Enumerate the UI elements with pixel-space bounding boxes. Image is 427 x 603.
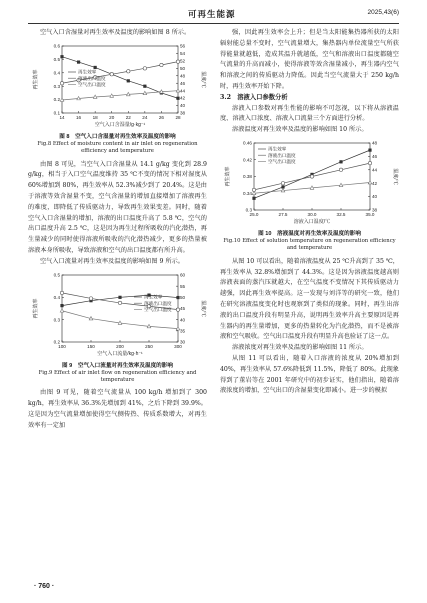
legend-label: 空气出口温度 — [268, 158, 296, 164]
figure-caption: 图 8 空气入口含湿量对再生效率及温度的影响 — [59, 133, 176, 140]
section-heading: 3.2 溶液入口参数分析 — [220, 93, 288, 101]
y-right-tick-label: 46 — [180, 80, 186, 86]
y-right-tick-label: 50 — [180, 65, 186, 71]
x-axis-label: 空气入口含湿量/g·kg⁻¹ — [94, 121, 146, 128]
y-tick-label: 0.34 — [243, 190, 252, 196]
fig10-chart — [220, 138, 399, 230]
x-tick-label: 200 — [116, 343, 124, 349]
data-point — [176, 296, 179, 299]
data-point — [60, 308, 64, 311]
figure-caption: 图 9 空气入口流量对再生效率及温度的影响 — [62, 362, 173, 369]
y-right-tick-label: 40 — [180, 316, 186, 322]
x-tick-label: 27.5 — [278, 211, 288, 217]
y-right-tick-label: 55 — [180, 283, 186, 289]
legend-label: 再生效率 — [268, 146, 287, 152]
data-point — [127, 79, 130, 82]
x-tick-label: 20 — [109, 114, 115, 120]
y-tick-label: 0.38 — [243, 174, 252, 180]
journal-title: 可再生能源 — [188, 9, 236, 19]
figure-caption-en: Fig.8 Effect of moisture content in air inlet on regeneration efficiency and temperature — [37, 140, 198, 155]
paragraph: 从图 10 可以看出，随着溶液温度从 25 ℃升高到了 35 ℃，再生效率从 32.8%增加到了 44.3%。这是因为溶液温度越高则溶液表面的蒸汽压就越大，在空气温度不变情况下其传质驱动力越强，因此再生效率提高。这一发现与刘洋等的研究一致，他们在研究溶液温度变化时也观察到了类似的现象。同时，再生出溶液的出口温度升段有明显升高，说明再生效率升高主要原因是再生器内的再生量增加，更多的热量转化为汽化潜热，而不是被溶液和空气吸收。空气出口温度升段有明显升高也验证了这一点。 — [220, 257, 399, 341]
x-axis-label: 空气入口流量/kg·h⁻¹ — [97, 350, 143, 357]
paragraph: 溶液温度对再生效率及温度的影响如图 10 所示。 — [232, 126, 368, 134]
data-point — [176, 307, 179, 310]
x-tick-label: 150 — [87, 343, 95, 349]
y-tick-label: 0.6 — [53, 43, 60, 49]
y-tick-label: 0.5 — [53, 56, 60, 62]
paragraph: 溶液浓度对再生效率及温度的影响如图 11 所示。 — [232, 344, 368, 352]
fig8-chart — [28, 41, 207, 133]
y-right-axis-label: 温度/℃ — [200, 71, 206, 88]
data-point — [94, 66, 97, 69]
data-point — [60, 81, 63, 84]
y-right-tick-label: 52 — [180, 58, 186, 64]
data-point — [339, 160, 342, 163]
y-right-tick-label: 38 — [180, 110, 186, 116]
data-point — [339, 168, 342, 171]
running-header — [28, 8, 399, 22]
figure-caption-en: Fig.9 Effect of air inlet flow on regeneration efficiency and temperature — [38, 369, 197, 383]
x-tick-label: 32.5 — [336, 211, 346, 217]
x-tick-label: 16 — [76, 114, 82, 120]
data-point — [110, 72, 113, 75]
x-tick-label: 26 — [158, 114, 164, 120]
x-tick-label: 100 — [58, 343, 66, 349]
figure-caption-en: Fig.10 Effect of solution temperature on regeneration efficiency and temperature — [223, 237, 396, 252]
y-tick-label: 0.42 — [243, 157, 252, 163]
y-tick-label: 0.1 — [53, 110, 60, 116]
x-tick-label: 250 — [145, 343, 153, 349]
header-rule — [28, 23, 399, 24]
data-point — [60, 291, 63, 294]
right-column — [220, 28, 399, 397]
data-point — [118, 301, 121, 304]
y-right-tick-label: 60 — [180, 272, 186, 278]
y-tick-label: 0.4 — [53, 70, 60, 76]
x-tick-label: 30.0 — [307, 211, 317, 217]
y-right-tick-label: 45 — [180, 305, 186, 311]
legend-label: 再生效率 — [78, 69, 97, 75]
y-tick-label: 0.4 — [53, 294, 60, 300]
y-tick-label: 0.3 — [53, 316, 60, 322]
legend-label: 溶液出口温度 — [78, 75, 106, 81]
paragraph: 空气入口流量对再生效率及温度的影响如图 9 所示。 — [40, 257, 184, 265]
data-point — [60, 55, 63, 58]
data-point — [281, 181, 284, 184]
paragraph: 强，因此再生效率会上升；但是当太阳能集热器所获的太阳辐射能总量不变时，空气流量增大，集热器内单位流量空气所获得能量就越低，造成其温升就越低，空气和溶液出口温度都随空气流量的升高而减小，使得溶液等效含湿量减小，再生器内空气和溶液之间的传质驱动力降低。因此当空气流量大于 250 kg/h 时，再生效率开始下降。 — [220, 29, 399, 90]
y-tick-label: 0.2 — [53, 339, 60, 345]
paragraph: 由图 9 可见，随着空气流量从 100 kg/h 增加到了 300 kg/h，再生效率从 36.3%先增加到 41%，之后下降到 39.9%。这是因为空气流量增加使得空气侧传热、传质系数增大，对再生效率有一定加 — [28, 389, 207, 429]
figure-caption: 图 10 溶液温度对再生效率及温度的影响 — [258, 230, 361, 237]
legend-label: 空气出口温度 — [78, 81, 106, 87]
y-right-tick-label: 38 — [372, 207, 378, 213]
y-tick-label: 0.5 — [53, 272, 60, 278]
data-point — [127, 69, 130, 72]
y-tick-label: 0.3 — [53, 83, 60, 89]
y-right-tick-label: 40 — [372, 194, 378, 200]
y-right-tick-label: 40 — [180, 102, 186, 108]
y-right-tick-label: 42 — [372, 180, 378, 186]
y-right-tick-label: 42 — [180, 95, 186, 101]
paragraph: 溶液入口参数对再生性能的影响不可忽视，以下将从溶液温度、溶液入口浓度、溶液入口流量三个方面进行分析。 — [220, 104, 399, 123]
legend-label: 溶液出口温度 — [268, 152, 296, 158]
x-tick-label: 28 — [175, 114, 181, 120]
y-right-axis-label: 温度/℃ — [200, 299, 206, 317]
paragraph: 由图 8 可见，当空气入口含湿量从 14.1 g/kg 变化到 28.9 g/kg，相当于入口空气温度维持 35 ℃不变的情况下相对湿度从 60%增加到 80%，再生效率从 52.3%减少到了 20.4%。这是由于溶液等效含湿量不变，空气含湿量的增加直接增加了溶液再生的难度，即降低了传质驱动力，导致再生效果变差。同时，随着空气入口含湿量的增加，溶液的出口温度升高了 5.8 ℃，空气的出口温度升高 2.5 ℃，这是因为再生过程所吸收的汽化潜热，再生量减少的同时使得溶液所吸收的汽化潜热减少，更多的热量被溶液本身所吸收，导致溶液和空气的出口温度都有所升高。 — [28, 160, 207, 254]
data-point — [252, 197, 255, 200]
y-right-tick-label: 30 — [180, 339, 186, 345]
data-point — [368, 161, 371, 164]
y-right-tick-label: 46 — [372, 153, 378, 159]
figure-9 — [28, 270, 207, 385]
data-point — [60, 304, 63, 307]
page-number: · 760 · — [34, 583, 55, 590]
x-tick-label: 35.0 — [365, 211, 375, 217]
data-point — [160, 63, 163, 66]
paragraph: 从图 11 可以看出，随着入口溶液的浓度从 20%增加到 40%，再生效率从 57.6%降低到 11.5%，降低了 80%。此现象得到了董岩等在 2001 年研究中的初步证实，他们指出，随着溶液浓度的增加，空气出口的含湿量变化即减小。进一步的模拟 — [220, 354, 399, 395]
x-tick-label: 25.0 — [249, 211, 259, 217]
x-tick-label: 300 — [174, 343, 182, 349]
y-right-tick-label: 54 — [180, 50, 186, 56]
data-point — [89, 296, 92, 299]
x-tick-label: 22 — [125, 114, 131, 120]
y-right-tick-label: 50 — [180, 294, 186, 300]
y-axis-label: 再生效率 — [33, 69, 39, 90]
y-tick-label: 0.3 — [245, 207, 252, 213]
y-right-tick-label: 44 — [372, 167, 378, 173]
y-right-tick-label: 48 — [180, 73, 186, 79]
legend-label: 再生效率 — [144, 294, 163, 300]
y-right-tick-label: 44 — [180, 88, 186, 94]
data-point — [176, 60, 179, 63]
y-right-tick-label: 35 — [180, 328, 186, 334]
left-column — [28, 28, 207, 432]
issue-info: 2025,43(6) — [367, 9, 399, 16]
x-tick-label: 18 — [92, 114, 98, 120]
y-right-tick-label: 56 — [180, 43, 186, 49]
figure-10 — [220, 138, 399, 253]
y-axis-label: 再生效率 — [225, 166, 231, 187]
data-point — [143, 84, 146, 87]
y-tick-label: 0.46 — [243, 140, 252, 146]
legend-label: 溶液出口温度 — [144, 300, 172, 306]
x-tick-label: 14 — [59, 114, 65, 120]
y-axis-label: 再生效率 — [33, 298, 39, 319]
x-tick-label: 24 — [142, 114, 148, 120]
paragraph: 空气入口含湿量对再生效率及温度的影响如图 8 所示。 — [40, 29, 191, 36]
data-point — [310, 175, 313, 178]
legend-label: 空气出口温度 — [144, 306, 172, 312]
data-point — [77, 60, 80, 63]
data-point — [118, 295, 121, 298]
y-right-axis-label: 温度/℃ — [392, 168, 398, 185]
data-point — [143, 66, 146, 69]
y-right-tick-label: 48 — [372, 140, 378, 146]
y-tick-label: 0.2 — [53, 96, 60, 102]
series-line — [62, 310, 178, 328]
data-point — [176, 96, 179, 99]
data-point — [368, 148, 371, 151]
fig9-chart — [28, 270, 207, 362]
figure-8 — [28, 41, 207, 156]
x-axis-label: 溶液入口温度/℃ — [293, 218, 331, 225]
